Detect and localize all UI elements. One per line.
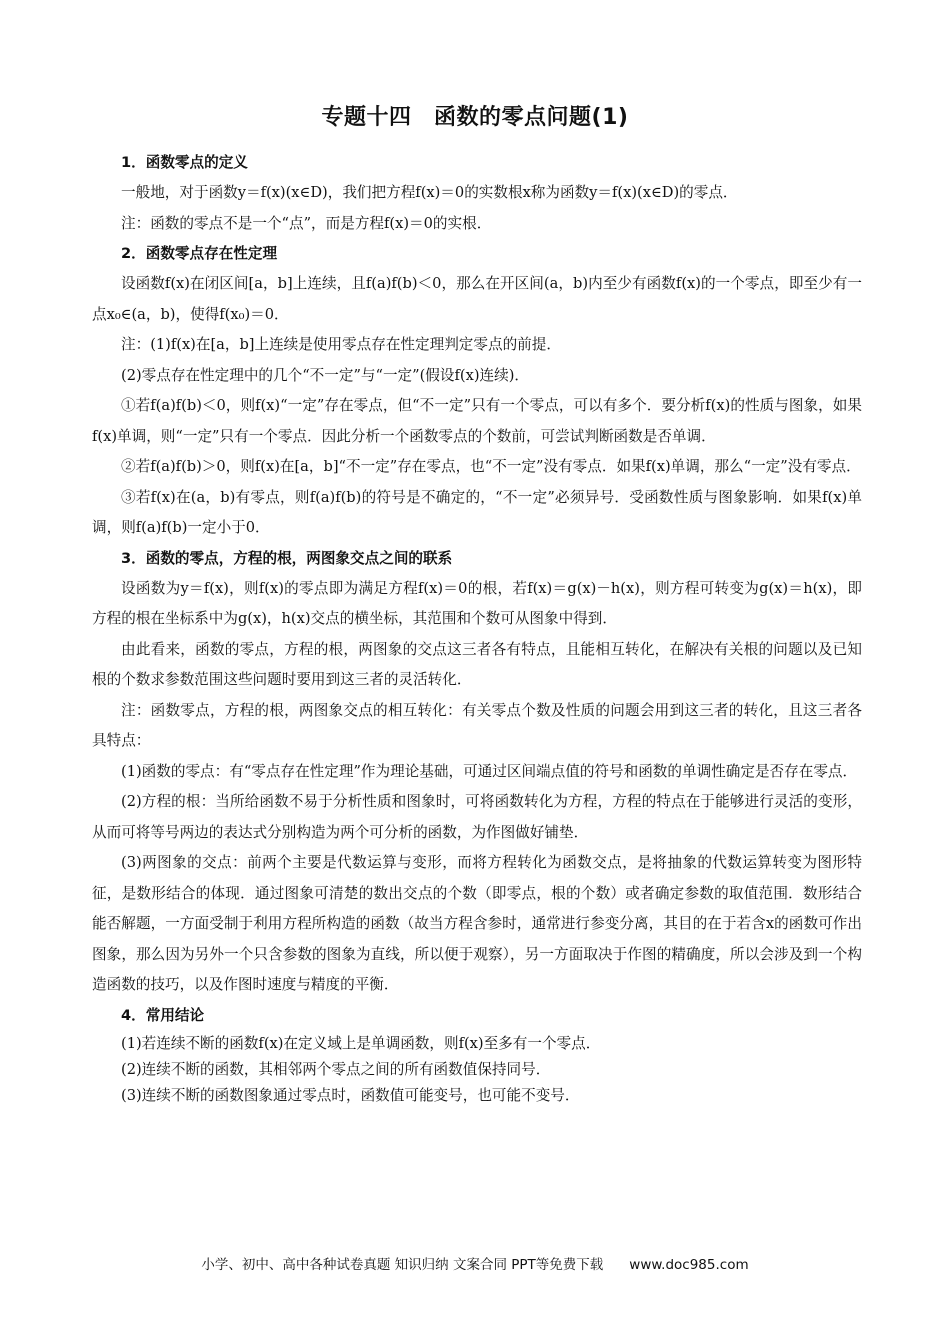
list-item: (2)连续不断的函数，其相邻两个零点之间的所有函数值保持同号． — [121, 1060, 551, 1078]
document-body — [92, 148, 862, 1109]
footer-text: 小学、初中、高中各种试卷真题 知识归纳 文案合同 PPT等免费下载 — [201, 1257, 604, 1273]
section-heading: 4．常用结论 — [121, 1006, 205, 1024]
paragraph: 一般地，对于函数y＝f(x)(x∈D)，我们把方程f(x)＝0的实数根x称为函数y＝f(x)(x∈D)的零点． — [121, 184, 738, 201]
paragraph: 设函数为y＝f(x)，则f(x)的零点即为满足方程f(x)＝0的根，若f(x)＝g(x)－h(x)，则方程可转变为g(x)＝h(x)，即方程的根在坐标系中为g(x)，h(x)交点的横坐标，其范围和个数可从图象中得到． — [92, 579, 862, 627]
paragraph: (2)方程的根：当所给函数不易于分析性质和图象时，可将函数转化为方程，方程的特点在于能够进行灵活的变形，从而可将等号两边的表达式分别构造为两个可分析的函数，为作图做好铺垫． — [92, 793, 862, 841]
section-heading: 1．函数零点的定义 — [121, 154, 248, 171]
section-heading: 3．函数的零点，方程的根，两图象交点之间的联系 — [121, 549, 453, 567]
paragraph: 由此看来，函数的零点，方程的根，两图象的交点这三者各有特点，且能相互转化，在解决有关根的问题以及已知根的个数求参数范围这些问题时要用到这三者的灵活转化． — [92, 640, 862, 688]
paragraph: ③若f(x)在(a，b)有零点，则f(a)f(b)的符号是不确定的，“不一定”必须异号．受函数性质与图象影响．如果f(x)单调，则f(a)f(b)一定小于0． — [92, 488, 862, 536]
paragraph: ②若f(a)f(b)＞0，则f(x)在[a，b]“不一定”存在零点，也“不一定”没有零点．如果f(x)单调，那么“一定”没有零点． — [121, 458, 861, 475]
note-paragraph: 注：(1)f(x)在[a，b]上连续是使用零点存在性定理判定零点的前提． — [121, 336, 561, 353]
note-paragraph: 注：函数零点，方程的根，两图象交点的相互转化：有关零点个数及性质的问题会用到这三者的转化，且这三者各具特点： — [92, 701, 862, 749]
paragraph: (3)两图象的交点：前两个主要是代数运算与变形，而将方程转化为函数交点，是将抽象的代数运算转变为图形特征，是数形结合的体现．通过图象可清楚的数出交点的个数（即零点，根的个数）或者确定参数的取值范围．数形结合能否解题，一方面受制于利用方程所构造的函数（故当方程含参时，通常进行参变分离，其目的在于若含x的函数可作出图象，那么因为另外一个只含参数的图象为直线，所以便于观察），另一方面取决于作图的精确度，所以会涉及到一个构造函数的技巧，以及作图时速度与精度的平衡． — [92, 854, 862, 993]
list-item: (3)连续不断的函数图象通过零点时，函数值可能变号，也可能不变号． — [121, 1086, 580, 1104]
paragraph: ①若f(a)f(b)＜0，则f(x)“一定”存在零点，但“不一定”只有一个零点，可以有多个．要分析f(x)的性质与图象，如果f(x)单调，则“一定”只有一个零点．因此分析一个函数零点的个数前，可尝试判断函数是否单调． — [92, 397, 862, 445]
page-title: 专题十四 函数的零点问题(1) — [321, 105, 629, 130]
paragraph: 设函数f(x)在闭区间[a，b]上连续，且f(a)f(b)＜0，那么在开区间(a，b)内至少有函数f(x)的一个零点，即至少有一点x₀∈(a，b)，使得f(x₀)＝0． — [92, 275, 862, 323]
note-paragraph: 注：函数的零点不是一个“点”，而是方程f(x)＝0的实根． — [121, 214, 492, 232]
footer-url[interactable]: www.doc985.com — [629, 1257, 749, 1273]
section-heading: 2．函数零点存在性定理 — [121, 245, 278, 262]
paragraph: (2)零点存在性定理中的几个“不一定”与“一定”(假设f(x)连续)． — [121, 366, 529, 384]
list-item: (1)若连续不断的函数f(x)在定义域上是单调函数，则f(x)至多有一个零点． — [121, 1034, 601, 1052]
page-footer — [0, 1254, 950, 1276]
paragraph: (1)函数的零点：有“零点存在性定理”作为理论基础，可通过区间端点值的符号和函数的单调性确定是否存在零点． — [121, 762, 858, 780]
